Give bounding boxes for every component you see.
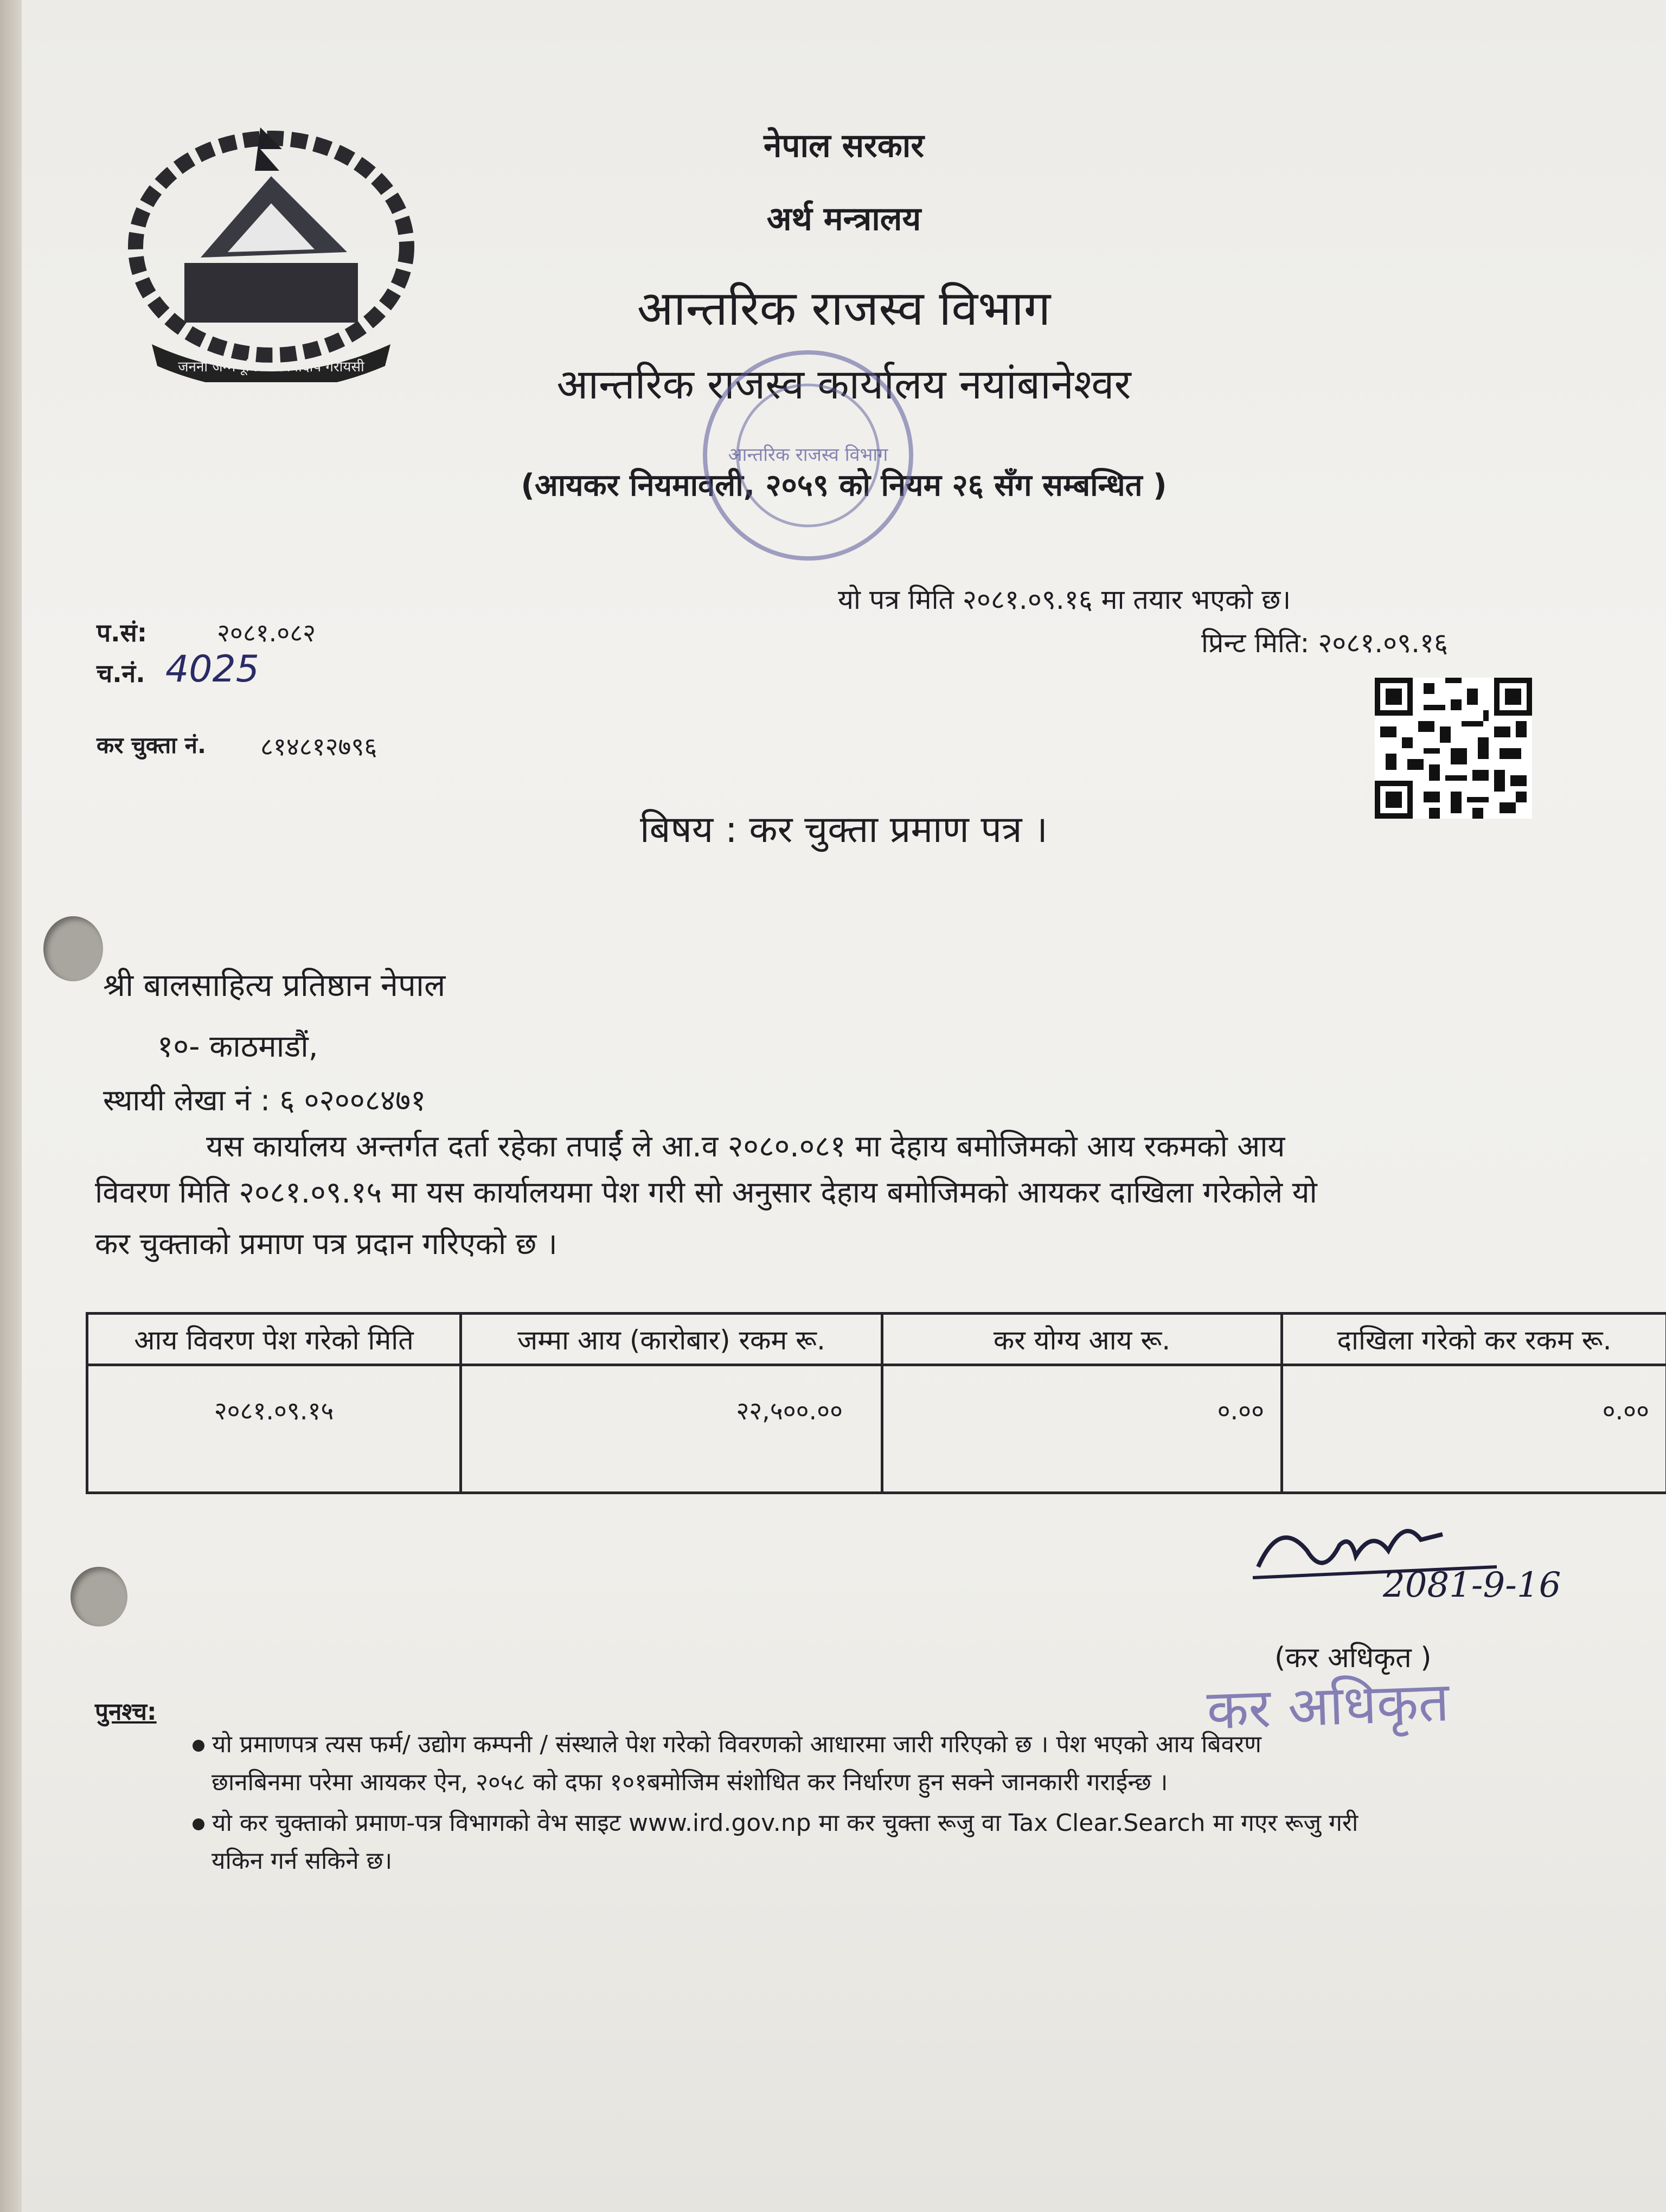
qr-code-icon: [1375, 678, 1532, 819]
government-name: नेपाल सरकार: [764, 127, 924, 165]
officer-signature-icon: [1247, 1486, 1616, 1616]
ps-label: प.सं:: [97, 618, 148, 647]
punch-hole: [43, 916, 103, 981]
emblem-motto: जननी जन्मभूमिश्च स्वर्गादपि गरीयसी: [178, 359, 364, 375]
body-line-2: विवरण मिति २०८१.०९.१५ मा यस कार्यालयमा पेश गरी सो अनुसार देहाय बमोजिमको आयकर दाखिला गरेकोले यो: [95, 1175, 1317, 1210]
print-date-value: २०८१.०९.१६: [1318, 627, 1449, 659]
print-date-label: प्रिन्ट मिति:: [1201, 627, 1310, 659]
cell-tax-paid: ०.००: [1282, 1365, 1666, 1493]
note-1-line-2: छानबिनमा परेमा आयकर ऐन, २०५८ को दफा १०१बमोजिम संशोधित कर निर्धारण हुन सक्ने जानकारी गराईन्छ ।: [212, 1769, 1168, 1796]
table-header-row: [87, 1314, 1666, 1365]
col-header-total-income: जम्मा आय (कारोबार) रकम रू.: [461, 1314, 882, 1365]
bullet-icon: [193, 1740, 204, 1752]
bullet-icon: [193, 1818, 204, 1830]
body-line-1: यस कार्यालय अन्तर्गत दर्ता रहेका तपाईं ले आ.व २०८०.०८१ मा देहाय बमोजिमको आय रकमको आय: [206, 1129, 1285, 1163]
paper-edge: [0, 0, 22, 2212]
tax-clearance-table: [86, 1312, 1666, 1494]
body-line-3: कर चुक्ताको प्रमाण पत्र प्रदान गरिएको छ ।: [95, 1226, 558, 1261]
note-1: [193, 1727, 1261, 1759]
ministry-name: अर्थ मन्त्रालय: [766, 200, 921, 238]
department-name: आन्तरिक राजस्व विभाग: [637, 280, 1051, 336]
officer-title: (कर अधिकृत ): [1274, 1642, 1432, 1674]
signature-date: 2081-9-16: [1383, 1565, 1561, 1605]
certificate-page: [22, 0, 1666, 2212]
cell-taxable-income: ०.००: [882, 1365, 1282, 1493]
table-row: [87, 1365, 1666, 1493]
cn-value-handwritten: 4025: [165, 648, 260, 691]
rule-reference: (आयकर नियमावली, २०५९ को नियम २६ सँग सम्बन्धित ): [521, 468, 1167, 503]
office-seal-icon: [689, 336, 927, 575]
ps-value: २०८१.०८२: [217, 618, 316, 647]
note-1-line-1: यो प्रमाणपत्र त्यस फर्म/ उद्योग कम्पनी / संस्थाले पेश गरेको विवरणको आधारमा जारी गरिएको छ । पेश भएको आय बिवरण: [212, 1731, 1261, 1758]
cell-submit-date: २०८१.०९.१५: [87, 1365, 461, 1493]
col-header-submit-date: आय विवरण पेश गरेको मिति: [87, 1314, 461, 1365]
office-name: आन्तरिक राजस्व कार्यालय नयांबानेश्वर: [556, 360, 1131, 408]
subject-line: बिषय : कर चुक्ता प्रमाण पत्र ।: [640, 808, 1048, 851]
note-2-line-1: यो कर चुक्ताको प्रमाण-पत्र विभागको वेभ साइट www.ird.gov.np मा कर चुक्ता रूजु वा Tax Clear.Search मा गएर रूजु गरी: [212, 1809, 1359, 1837]
seal-text: आन्तरिक राजस्व विभाग: [728, 444, 888, 466]
print-date: [1201, 623, 1448, 660]
recipient-name: श्री बालसाहित्य प्रतिष्ठान नेपाल: [103, 967, 446, 1004]
cell-total-income: २२,५००.००: [461, 1365, 882, 1493]
recipient-address: १०- काठमाडौं,: [157, 1029, 318, 1064]
notes-label: पुनश्च:: [95, 1698, 157, 1726]
note-2-line-2: यकिन गर्न सकिने छ।: [212, 1847, 393, 1875]
cn-label: च.नं.: [97, 659, 145, 688]
pan-number: स्थायी लेखा नं : ६ ०२००८४७१: [103, 1083, 426, 1117]
officer-stamp: कर अधिकृत: [1206, 1670, 1451, 1742]
col-header-taxable-income: कर योग्य आय रू.: [882, 1314, 1282, 1365]
note-2: [193, 1805, 1358, 1838]
clearance-value: ८१४८१२७९६: [260, 732, 377, 761]
col-header-tax-paid: दाखिला गरेको कर रकम रू.: [1282, 1314, 1666, 1365]
punch-hole: [71, 1567, 127, 1626]
clearance-label: कर चुक्ता नं.: [97, 732, 206, 758]
prepared-date-line: यो पत्र मिति २०८१.०९.१६ मा तयार भएको छ।: [838, 584, 1291, 615]
